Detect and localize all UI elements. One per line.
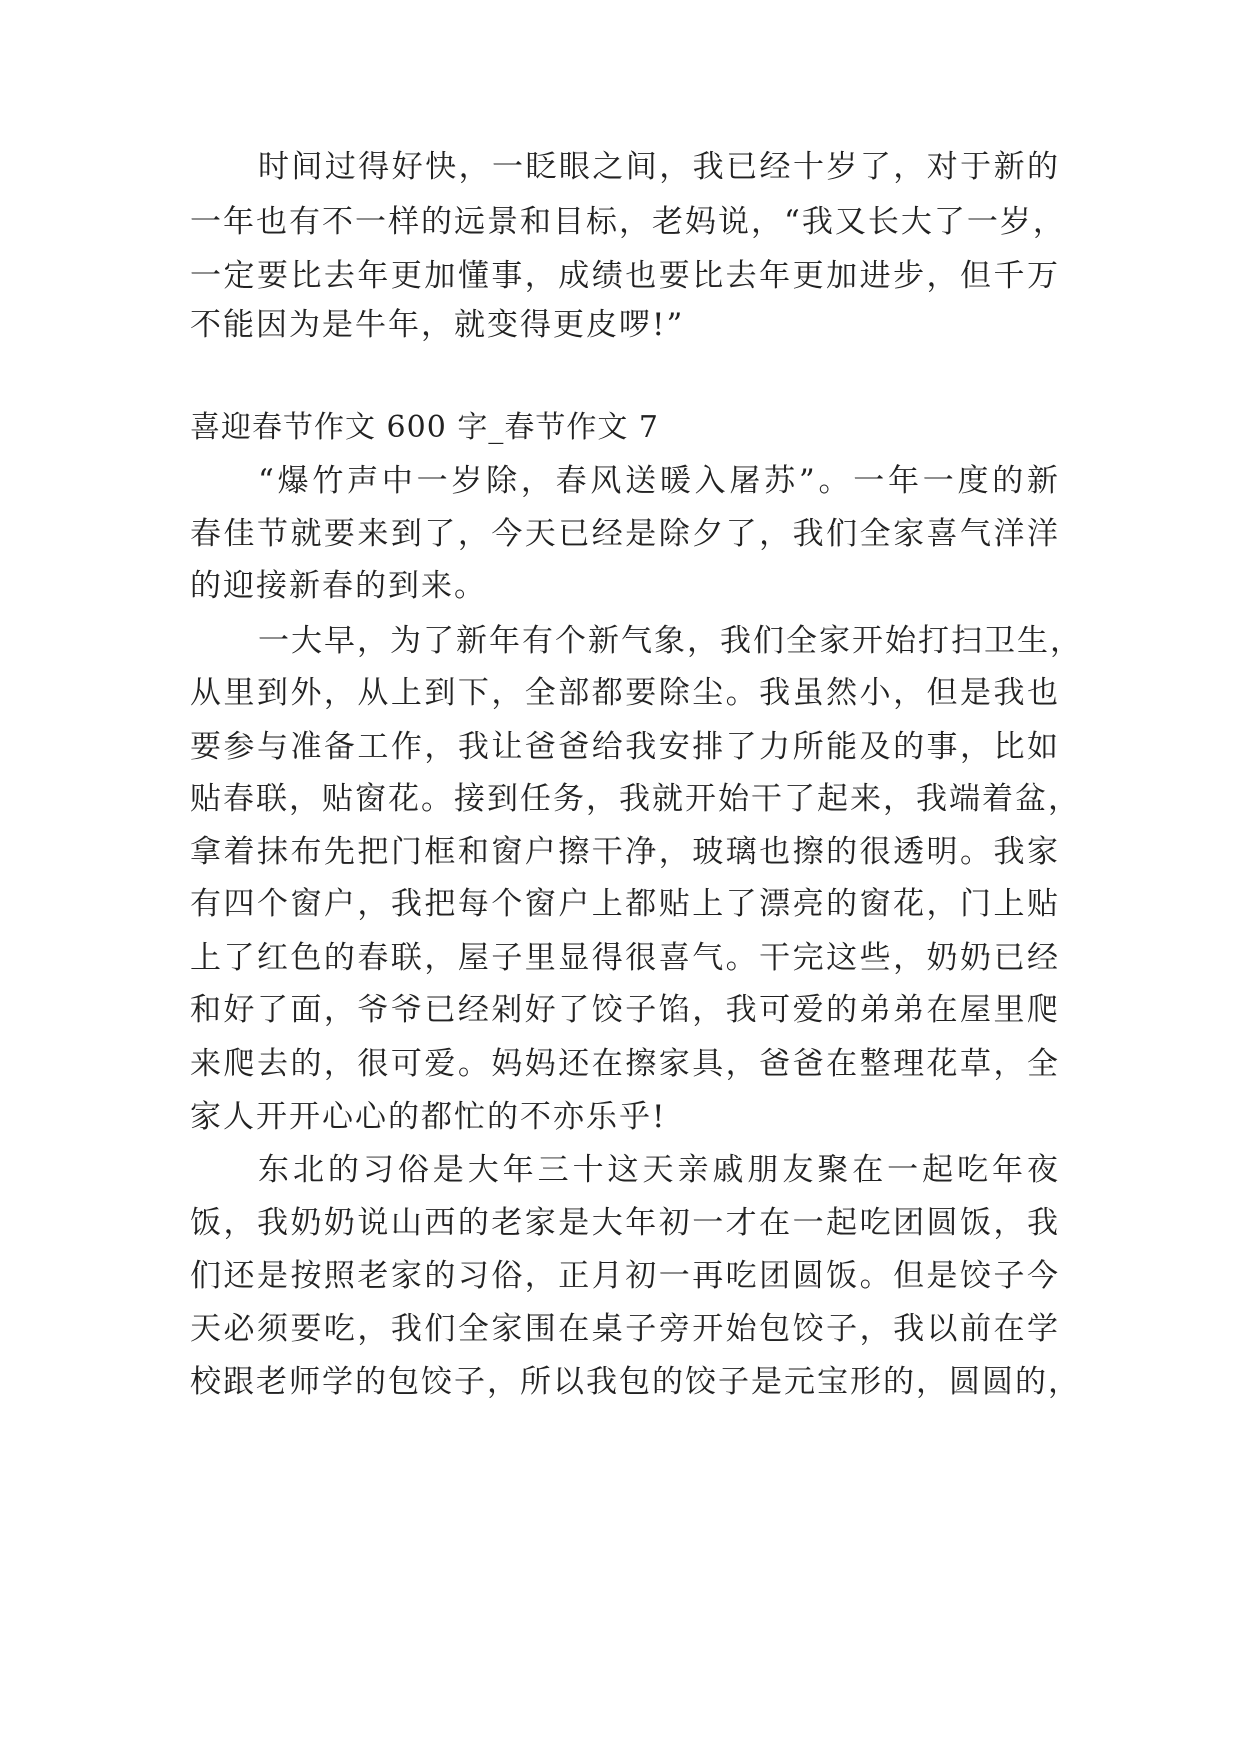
paragraph-line: 东北的习俗是大年三十这天亲戚朋友聚在一起吃年夜 bbox=[258, 1152, 1060, 1188]
paragraph-line: 和好了面，爷爷已经剁好了饺子馅，我可爱的弟弟在屋里爬 bbox=[190, 992, 1060, 1028]
paragraph-line: 上了红色的春联，屋子里显得很喜气。干完这些，奶奶已经 bbox=[190, 940, 1060, 976]
paragraph-line: 要参与准备工作，我让爸爸给我安排了力所能及的事，比如 bbox=[190, 729, 1060, 765]
paragraph-line: “爆竹声中一岁除，春风送暖入屠苏”。一年一度的新 bbox=[258, 463, 1060, 499]
paragraph-line: 一大早，为了新年有个新气象，我们全家开始打扫卫生， bbox=[258, 623, 1083, 659]
paragraph-line: 一年也有不一样的远景和目标，老妈说，“我又长大了一岁， bbox=[190, 204, 1066, 240]
paragraph-line: 一定要比去年更加懂事，成绩也要比去年更加进步，但千万 bbox=[190, 258, 1060, 294]
paragraph-line: 春佳节就要来到了，今天已经是除夕了，我们全家喜气洋洋 bbox=[190, 516, 1060, 552]
paragraph-line: 校跟老师学的包饺子，所以我包的饺子是元宝形的，圆圆的， bbox=[190, 1364, 1081, 1400]
paragraph-line: 饭，我奶奶说山西的老家是大年初一才在一起吃团圆饭，我 bbox=[190, 1205, 1060, 1241]
section-heading: 喜迎春节作文 600 字_春节作文 7 bbox=[190, 410, 659, 445]
paragraph-line: 时间过得好快，一眨眼之间，我已经十岁了，对于新的 bbox=[258, 149, 1060, 185]
paragraph-line: 来爬去的，很可爱。妈妈还在擦家具，爸爸在整理花草，全 bbox=[190, 1046, 1060, 1082]
paragraph-line: 不能因为是牛年，就变得更皮啰!” bbox=[190, 307, 685, 343]
paragraph-line: 家人开开心心的都忙的不亦乐乎! bbox=[190, 1099, 667, 1135]
paragraph-line: 贴春联，贴窗花。接到任务，我就开始干了起来，我端着盆， bbox=[190, 781, 1081, 817]
paragraph-line: 天必须要吃，我们全家围在桌子旁开始包饺子，我以前在学 bbox=[190, 1311, 1060, 1347]
paragraph-line: 们还是按照老家的习俗，正月初一再吃团圆饭。但是饺子今 bbox=[190, 1258, 1060, 1294]
paragraph-line: 从里到外，从上到下，全部都要除尘。我虽然小，但是我也 bbox=[190, 675, 1060, 711]
paragraph-line: 拿着抹布先把门框和窗户擦干净，玻璃也擦的很透明。我家 bbox=[190, 834, 1060, 870]
paragraph-line: 有四个窗户，我把每个窗户上都贴上了漂亮的窗花，门上贴 bbox=[190, 886, 1060, 922]
paragraph-line: 的迎接新春的到来。 bbox=[190, 568, 487, 604]
